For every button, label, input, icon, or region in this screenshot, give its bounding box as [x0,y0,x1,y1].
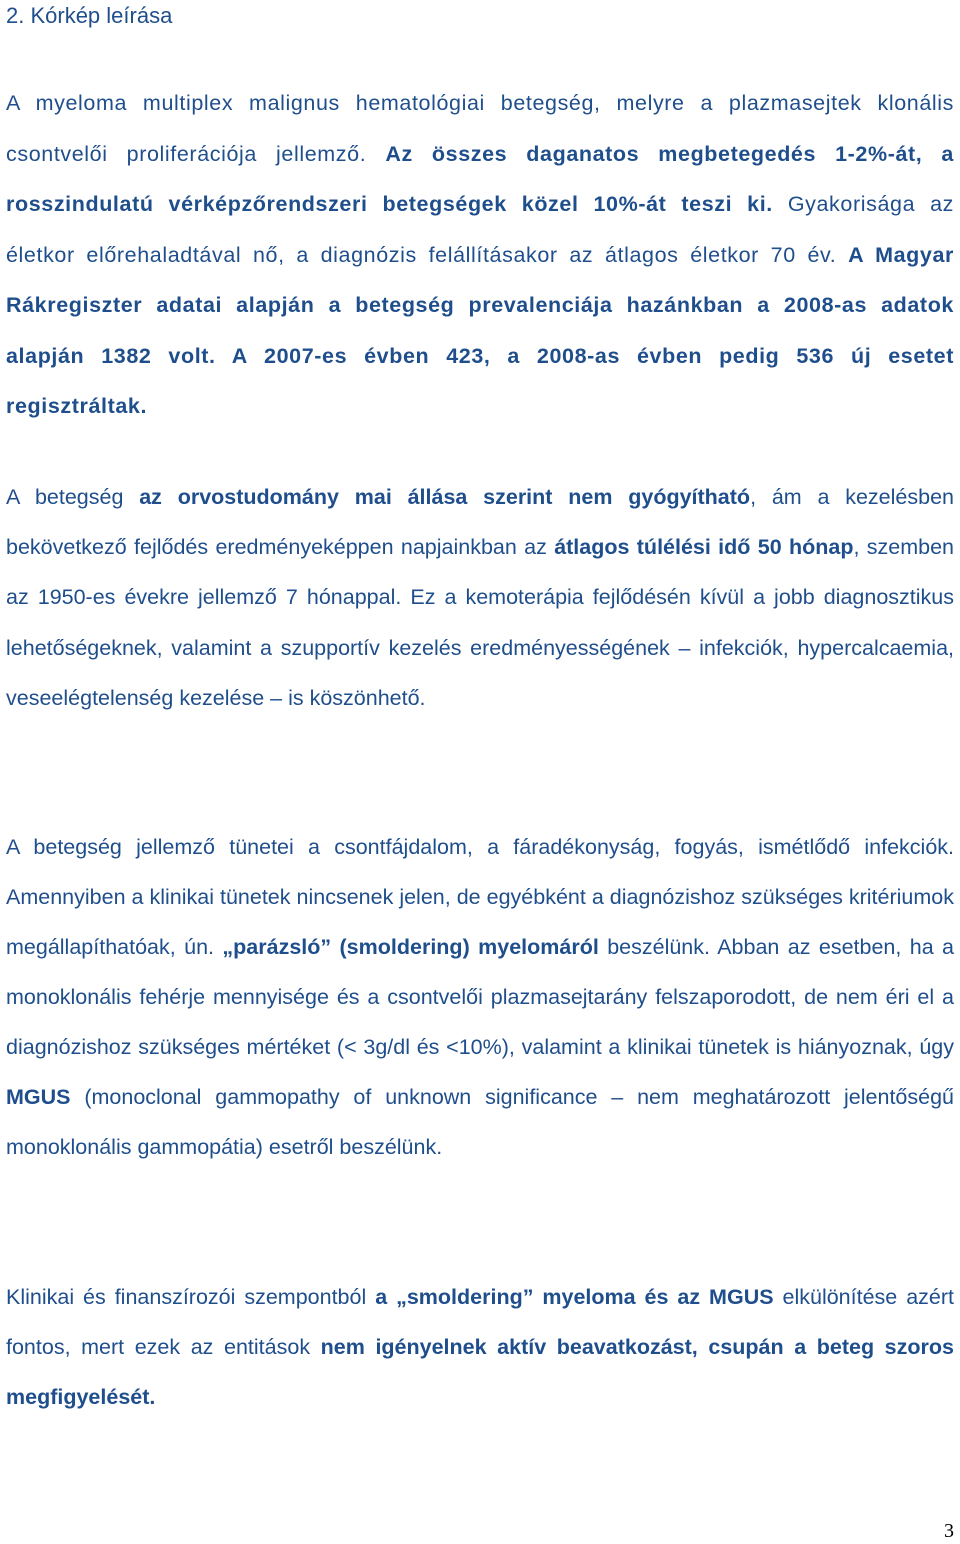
section-heading: 2. Kórkép leírása [6,3,173,28]
text-run: A myeloma multiplex malignus hematológiai betegség, melyre a plazmasejtek klonális csontvelői proliferációja jellemző. [6,91,954,166]
text-run: Klinikai és finanszírozói szempontból [6,1285,376,1309]
text-run: (monoclonal gammopathy of unknown significance – nem meghatározott jelentőségű monoklonális gammopátia) esetről beszélünk. [6,1085,954,1159]
text-run: elkülönítése azért fontos, mert ezek az entitások [6,1285,954,1359]
text-run: A betegség [6,485,140,509]
text-run: , ám a kezelésben bekövetkező fejlődés eredményeképpen napjainkban az [6,485,954,560]
bold-text-run: Az összes daganatos megbetegedés 1-2%-át, a rosszindulatú vérképzőrendszeri betegségek közel 10%-át teszi ki. [6,141,954,216]
text-run: , szemben az 1950-es évekre jellemző 7 hónappal. Ez a kemoterápia fejlődésén kívül a jobb diagnosztikus lehetőségeknek, valamint a szupportív kezelés eredményességének – infekciók, hypercalcaemia, veseelégtelenség kezelése – is köszönhető. [6,535,954,710]
paragraph-clinical-importance [6,1272,954,1422]
bold-text-run: a „smoldering” myeloma és az MGUS [375,1285,774,1309]
text-run: Gyakorisága az életkor előrehaladtával nő, a diagnózis felállításakor az átlagos életkor 70 év. [6,192,954,267]
bold-text-run: „parázsló” (smoldering) myelomáról [222,935,599,959]
paragraph-overview [6,78,954,432]
bold-text-run: MGUS [6,1085,71,1109]
text-run: beszélünk. Abban az esetben, ha a monoklonális fehérje mennyisége és a csontvelői plazmasejtarány felszaporodott, de nem éri el a diagnózishoz szükséges mértéket (< 3g/dl és <10%), valamint a klinikai tünetek is hiányoznak, úgy [6,935,954,1059]
paragraph-prognosis [6,472,954,723]
bold-text-run: az orvostudomány mai állása szerint nem gyógyítható [139,485,751,509]
text-run: A betegség jellemző tünetei a csontfájdalom, a fáradékonyság, fogyás, ismétlődő infekciók. Amennyiben a klinikai tünetek nincsenek jelen, de egyébként a diagnózishoz szükséges kritériumok megállapíthatóak, ún. [6,835,954,959]
bold-text-run: A Magyar Rákregiszter adatai alapján a betegség prevalenciája hazánkban a 2008-as adatok alapján 1382 volt. A 2007-es évben 423, a 2008-as évben pedig 536 új esetet regisztráltak. [6,242,954,418]
bold-text-run: nem igényelnek aktív beavatkozást, csupán a beteg szoros megfigyelését. [6,1335,954,1409]
paragraph-symptoms [6,822,954,1172]
bold-text-run: átlagos túlélési idő 50 hónap [554,535,854,560]
page-number: 3 [944,1520,954,1542]
